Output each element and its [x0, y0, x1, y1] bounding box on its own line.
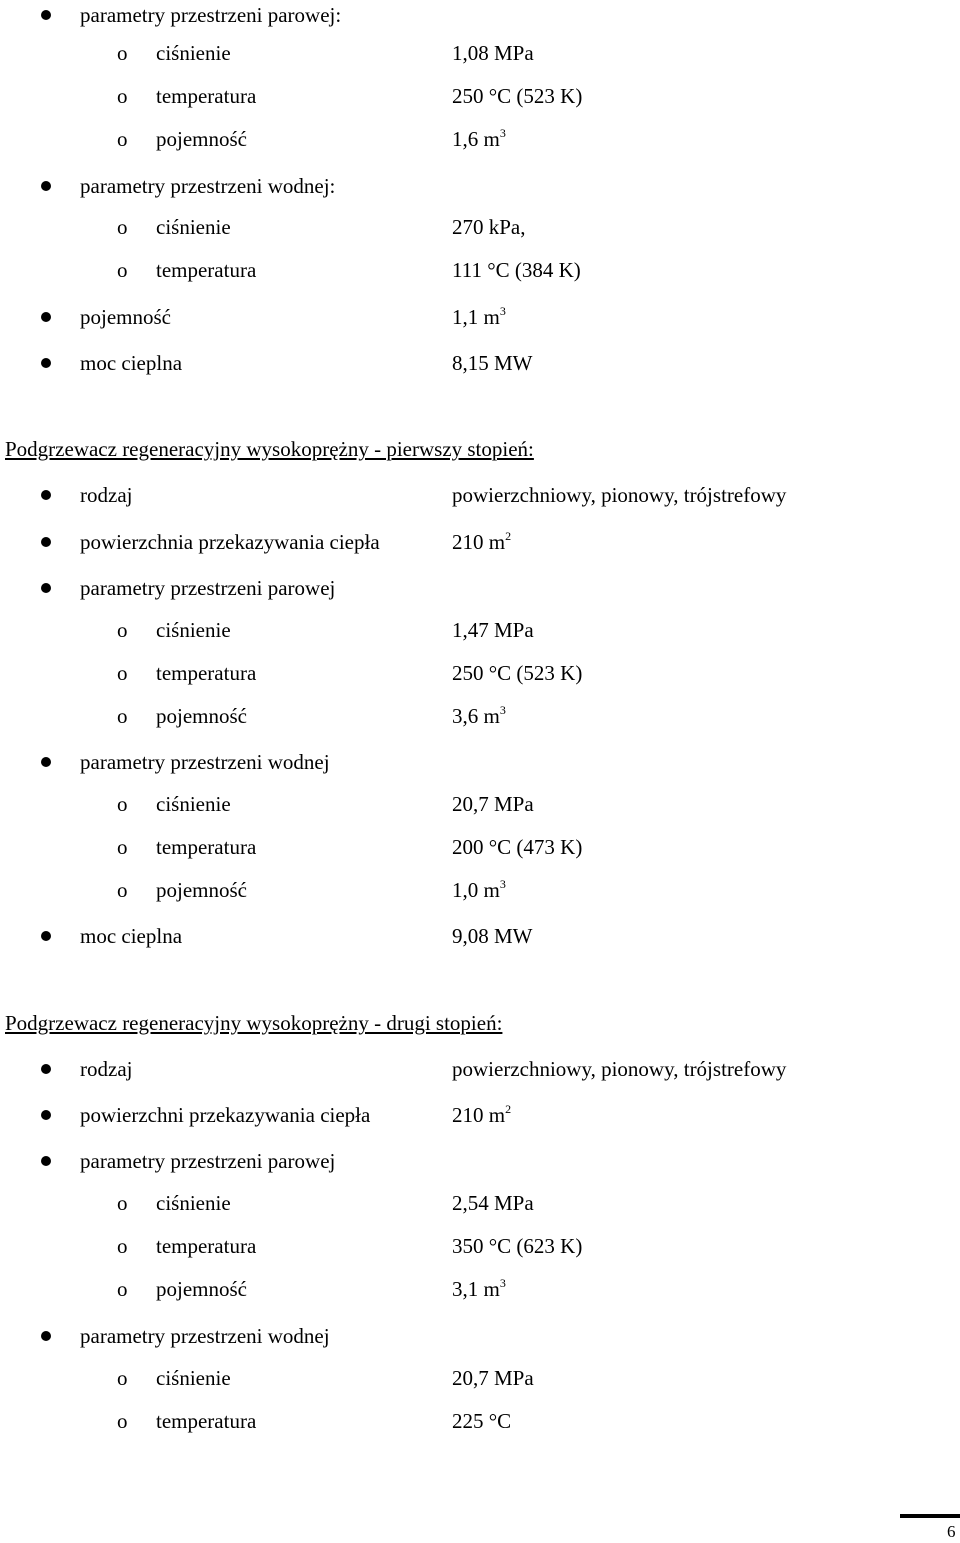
sub-item-value: 1,08 MPa: [452, 41, 534, 65]
sub-marker: o: [117, 704, 128, 728]
sub-marker: o: [117, 1409, 128, 1433]
sub-marker: o: [117, 1191, 128, 1215]
sub-marker: o: [117, 835, 128, 859]
list-item-water-params: [0, 1321, 960, 1351]
item-value: powierzchniowy, pionowy, trójstrefowy: [452, 483, 787, 507]
sub-item-value: 20,7 MPa: [452, 1366, 534, 1390]
section-heading-second-stage: Podgrzewacz regeneracyjny wysokoprężny - drugi stopień:: [5, 1011, 503, 1035]
sub-item-label: ciśnienie: [156, 618, 231, 642]
sub-item-label: pojemność: [156, 127, 247, 151]
sub-marker: o: [117, 1277, 128, 1301]
sub-item-label: temperatura: [156, 1409, 257, 1433]
bullet-icon: [41, 312, 51, 322]
sub-item-label: temperatura: [156, 835, 257, 859]
sub-marker: o: [117, 215, 128, 239]
item-label: parametry przestrzeni parowej: [80, 1149, 336, 1173]
bullet-icon: [41, 1331, 51, 1341]
list-item-steam-params: [0, 573, 960, 603]
item-label: parametry przestrzeni wodnej: [80, 750, 330, 774]
item-value: 210 $m^2$: [452, 1102, 512, 1127]
list-item-steam-params: [0, 1146, 960, 1176]
sub-item-value: 250 °C (523 K): [452, 661, 583, 685]
sub-item-capacity: [0, 1274, 960, 1304]
item-label: pojemność: [80, 305, 171, 329]
bullet-icon: [41, 358, 51, 368]
sub-marker: o: [117, 792, 128, 816]
page-number: 6: [947, 1522, 956, 1541]
list-item-area: [0, 527, 960, 557]
sub-marker: o: [117, 878, 128, 902]
section-heading-first-stage: Podgrzewacz regeneracyjny wysokoprężny - pierwszy stopień:: [5, 437, 534, 461]
sub-item-temperature: [0, 658, 960, 688]
sub-item-temperature: [0, 832, 960, 862]
sub-item-label: ciśnienie: [156, 792, 231, 816]
sub-marker: o: [117, 618, 128, 642]
sub-item-value: 1,6 $m^3$: [452, 126, 506, 151]
sub-item-label: ciśnienie: [156, 215, 231, 239]
bullet-icon: [41, 181, 51, 191]
sub-item-capacity: [0, 701, 960, 731]
sub-item-label: ciśnienie: [156, 1366, 231, 1390]
sub-item-pressure: [0, 212, 960, 242]
bullet-icon: [41, 1156, 51, 1166]
sub-item-label: temperatura: [156, 258, 257, 282]
sub-item-temperature: [0, 81, 960, 111]
sub-marker: o: [117, 1234, 128, 1258]
sub-marker: o: [117, 258, 128, 282]
item-value: 9,08 MW: [452, 924, 533, 948]
sub-item-value: 3,1 $m^3$: [452, 1276, 506, 1301]
sub-item-capacity: [0, 875, 960, 905]
item-label: parametry przestrzeni parowej: [80, 576, 336, 600]
sub-item-value: 3,6 $m^3$: [452, 703, 506, 728]
sub-item-label: temperatura: [156, 1234, 257, 1258]
sub-item-pressure: [0, 615, 960, 645]
list-item-water-params: [0, 747, 960, 777]
sub-marker: o: [117, 127, 128, 151]
sub-item-temperature: [0, 1231, 960, 1261]
sub-item-pressure: [0, 1363, 960, 1393]
item-label: powierzchni przekazywania ciepła: [80, 1103, 371, 1127]
sub-item-value: 200 °C (473 K): [452, 835, 583, 859]
sub-item-temperature: [0, 255, 960, 285]
sub-item-value: 1,0 $m^3$: [452, 877, 506, 902]
sub-item-label: ciśnienie: [156, 41, 231, 65]
item-label: moc cieplna: [80, 924, 183, 948]
sub-item-pressure: [0, 1188, 960, 1218]
sub-item-label: pojemność: [156, 704, 247, 728]
sub-item-value: 350 °C (623 K): [452, 1234, 583, 1258]
item-label: parametry przestrzeni parowej:: [80, 3, 342, 27]
list-item-power: [0, 921, 960, 951]
bullet-icon: [41, 583, 51, 593]
list-item-water-params-1: [0, 171, 960, 201]
sub-marker: o: [117, 661, 128, 685]
item-value: powierzchniowy, pionowy, trójstrefowy: [452, 1057, 787, 1081]
sub-item-label: pojemność: [156, 1277, 247, 1301]
list-item-capacity: [0, 302, 960, 332]
item-label: parametry przestrzeni wodnej: [80, 1324, 330, 1348]
item-label: rodzaj: [80, 483, 133, 507]
list-item-type: [0, 1054, 960, 1084]
sub-item-pressure: [0, 38, 960, 68]
sub-item-value: 250 °C (523 K): [452, 84, 583, 108]
bullet-icon: [41, 1064, 51, 1074]
sub-item-label: ciśnienie: [156, 1191, 231, 1215]
bullet-icon: [41, 1110, 51, 1120]
sub-item-value: 20,7 MPa: [452, 792, 534, 816]
sub-item-value: 2,54 MPa: [452, 1191, 534, 1215]
bullet-icon: [41, 757, 51, 767]
sub-item-label: pojemność: [156, 878, 247, 902]
item-label: moc cieplna: [80, 351, 183, 375]
item-label: rodzaj: [80, 1057, 133, 1081]
bullet-icon: [41, 490, 51, 500]
item-value: 210 $m^2$: [452, 529, 512, 554]
bullet-icon: [41, 537, 51, 547]
bullet-icon: [41, 931, 51, 941]
sub-item-capacity: [0, 124, 960, 154]
item-value: 8,15 MW: [452, 351, 533, 375]
item-value: 1,1 $m^3$: [452, 304, 506, 329]
list-item-area: [0, 1100, 960, 1130]
sub-item-label: temperatura: [156, 84, 257, 108]
sub-item-value: 111 °C (384 K): [452, 258, 581, 282]
sub-item-temperature: [0, 1406, 960, 1436]
item-label: powierzchnia przekazywania ciepła: [80, 530, 380, 554]
sub-marker: o: [117, 84, 128, 108]
sub-item-value: 225 °C: [452, 1409, 512, 1433]
sub-item-value: 270 kPa,: [452, 215, 526, 239]
sub-marker: o: [117, 1366, 128, 1390]
list-item-power: [0, 348, 960, 378]
footer-rule: [900, 1514, 960, 1518]
sub-marker: o: [117, 41, 128, 65]
sub-item-value: 1,47 MPa: [452, 618, 534, 642]
bullet-icon: [41, 10, 51, 20]
list-item-type: [0, 480, 960, 510]
sub-item-pressure: [0, 789, 960, 819]
list-item-steam-params-1: [0, 0, 960, 30]
sub-item-label: temperatura: [156, 661, 257, 685]
item-label: parametry przestrzeni wodnej:: [80, 174, 336, 198]
